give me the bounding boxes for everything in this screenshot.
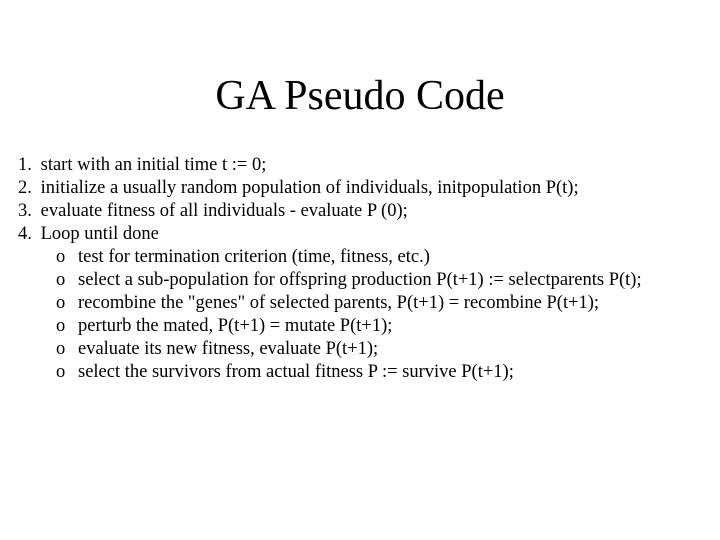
circle-bullet-icon: o [56, 247, 66, 267]
step-number: 4. [18, 224, 32, 244]
step-number: 3. [18, 201, 32, 221]
loop-step-5 [18, 338, 708, 361]
step-text: Loop until done [40, 224, 159, 244]
step-number: 2. [18, 178, 32, 198]
step-4 [18, 223, 708, 246]
step-3 [18, 200, 708, 223]
loop-step-text: select a sub-population for offspring production P(t+1) := selectparents P(t); [78, 270, 642, 290]
circle-bullet-icon: o [56, 270, 66, 290]
slide-title: GA Pseudo Code [215, 73, 505, 119]
step-text: start with an initial time t := 0; [40, 155, 267, 175]
loop-step-4 [18, 315, 708, 338]
loop-step-text: recombine the "genes" of selected parents, P(t+1) = recombine P(t+1); [78, 293, 600, 313]
pseudo-code-list [18, 154, 708, 384]
circle-bullet-icon: o [56, 293, 66, 313]
step-2 [18, 177, 708, 200]
loop-step-text: evaluate its new fitness, evaluate P(t+1); [78, 339, 379, 359]
loop-step-text: test for termination criterion (time, fitness, etc.) [78, 247, 430, 267]
loop-step-6 [18, 361, 708, 384]
circle-bullet-icon: o [56, 362, 66, 382]
loop-step-1 [18, 246, 708, 269]
step-text: initialize a usually random population of individuals, initpopulation P(t); [40, 178, 579, 198]
loop-step-2 [18, 269, 708, 292]
circle-bullet-icon: o [56, 316, 66, 336]
step-number: 1. [18, 155, 32, 175]
step-text: evaluate fitness of all individuals - evaluate P (0); [40, 201, 408, 221]
circle-bullet-icon: o [56, 339, 66, 359]
loop-step-3 [18, 292, 708, 315]
step-1 [18, 154, 708, 177]
loop-step-text: perturb the mated, P(t+1) = mutate P(t+1); [78, 316, 393, 336]
loop-step-text: select the survivors from actual fitness P := survive P(t+1); [78, 362, 514, 382]
